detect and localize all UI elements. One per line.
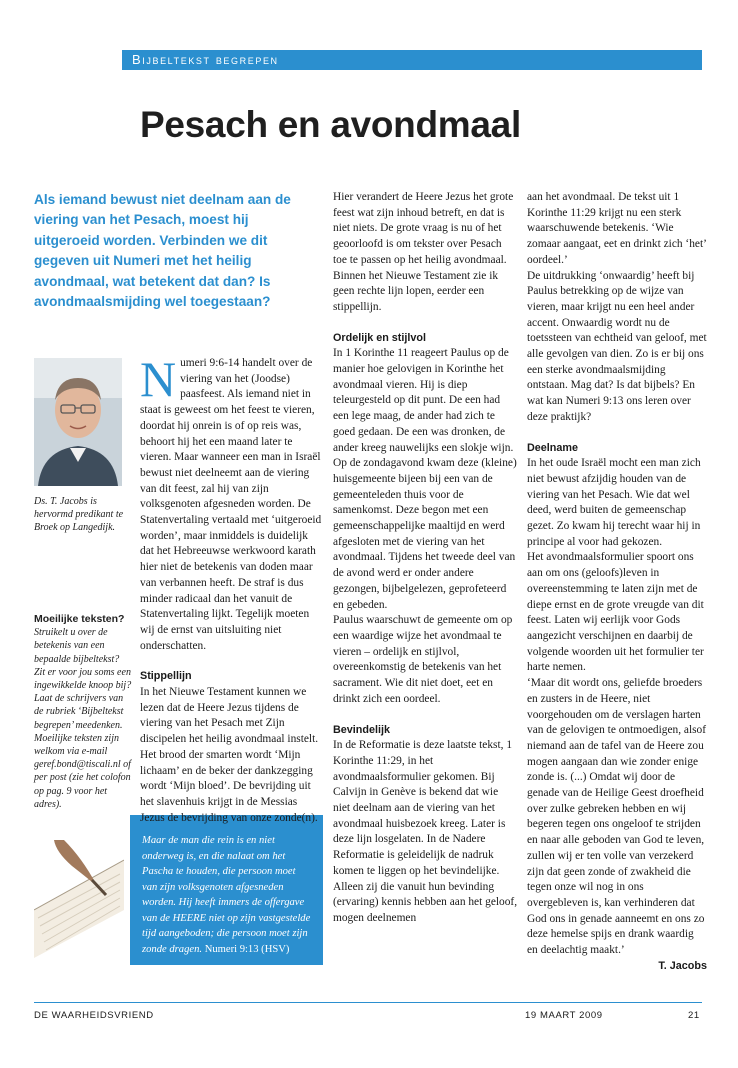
subheading-stippellijn: Stippellijn <box>140 670 192 683</box>
article-paragraph: In het Nieuwe Testament kunnen we lezen dat de Heere Jezus tijdens de viering van het Pesach met Zijn discipelen het heilig avondmaal instelt. Het brood der smarten wordt ‘Mijn lichaam’ en de beker der dankzegging wordt ‘Mijn bloed’. De bevrijding uit het slavenhuis krijgt in de Messias Jezus de bevrijding van onze zonde(n). <box>140 686 319 824</box>
article-paragraph: Hier verandert de Heere Jezus het grote feest wat zijn inhoud betreft, en dat is niet niets. De grote vraag is nu of het geoorloofd is om tekster over Pesach toe te passen op het heilig avondmaal. Binnen het Nieuwe Testament zie ik geen rechte lijn lopen, eerder een stippellijn. <box>333 191 514 313</box>
section-label-bar <box>122 50 702 70</box>
section-label: Bijbeltekst begrepen <box>132 52 279 67</box>
article-paragraph <box>140 351 323 654</box>
article-paragraph: In 1 Korinthe 11 reageert Paulus op de manier hoe gelovigen in Korinthe het avondmaal vieren. Hij is diep teleurgesteld op dit punt. De een had een lege maag, de ander had zich te goed gedaan. De een was dronken, de ander kreeg nauwelijks een slokje wijn. Op de zondagavond kwam deze (kleine) huisgemeente bijeen bij een van de gemeenteleden thuis voor de samenkomst. Deze begon met een gemeenschappelijke maaltijd en werd afgesloten met de viering van het avondmaal. Tijdens het tweede deel van de avond werd er onder andere gezongen, bijbelgelezen, geprofeteerd en gebeden. <box>333 347 517 611</box>
article-paragraph: Paulus waarschuwt de gemeente om op een waardige wijze het avondmaal te vieren – ordelijk en stijlvol, overeenkomstig de betekenis van het sacrament. Wie dit niet doet, eet en drinkt zich een oordeel. <box>333 614 513 705</box>
quote-box <box>130 815 323 965</box>
article-paragraph: In de Reformatie is deze laatste tekst, 1 Korinthe 11:29, in het avondmaalsformulier gekomen. Bij Calvijn in Genève is bekend dat wie niet deelnam aan de viering van het avondmaal huisbezoek kreeg. Later is deze lijn losgelaten. In de Nadere Reformatie is geleidelijk de nadruk komen te liggen op het bevindelijke. Alleen zij die vanuit hun bevinding (ervaring) kennis hebben aan het geloof, mogen deelnemen <box>333 739 518 924</box>
article-paragraph: In het oude Israël mocht een man zich niet bewust afzijdig houden van de viering van het Pesach. Wie dat wel deed, werd buiten de gemeenschap gezet. Zo kwam hij terecht waar hij in principe al voor had gekozen. <box>527 457 701 548</box>
subheading-deelname: Deelname <box>527 441 579 454</box>
open-book-image <box>34 840 124 958</box>
author-photo <box>34 358 122 486</box>
author-signature: T. Jacobs <box>658 959 707 972</box>
quote-block <box>142 833 313 957</box>
author-caption: Ds. T. Jacobs is hervormd predikant te Broek op Langedijk. <box>34 496 124 534</box>
article-paragraph: Het avondmaalsformulier spoort ons aan om ons (geloofs)leven in overeenstemming te laten zijn met de diepe ernst en de grote vreugde van dit feest. Laten wij eerlijk voor Gods aangezicht verschijnen en daarbij de volgende woorden uit het formulier ter harte nemen. <box>527 551 704 674</box>
article-paragraph: De uitdrukking ‘onwaardig’ heeft bij Paulus betrekking op de wijze van vieren, maar krijgt nu een heel ander accent. Onwaardig wordt nu de toetssteen van echtheid van geloof, met alle gevolgen van dien. Zo is er bij ons een sterke avondmaalsmijding ontstaan. Mag dat? Is dat bijbels? En wat kan Numeri 9:13 ons leren over deze praktijk? <box>527 269 707 423</box>
book-photo <box>34 840 124 958</box>
footer-page-number: 21 <box>688 1010 700 1021</box>
article-text: umeri 9:6-14 handelt over de viering van het (Joodse) paasfeest. Als iemand niet in staat is geweest om het feest te vieren, doordat hij onrein is of op reis was, behoort hij het een maand later te vieren. Maar wanneer een man in Israël bewust niet deelneemt aan de viering van dit feest, zal hij van zijn volksgenoten afgesneden worden. De Statenvertaling vertaald met ‘uitgeroeid worden’, maar inmiddels is duidelijk dat het Hebreeuwse werkwoord karath hier niet de betekenis van doden maar van verbannen heeft. De straf is dus minder radicaal dan het vanuit de Statenvertaling lijkt. Tegelijk moeten wij de ernst van uitsluiting niet onderschatten. <box>140 357 322 652</box>
footer-date: 19 MAART 2009 <box>525 1010 603 1021</box>
article-column-1 <box>140 351 323 826</box>
article-paragraph: aan het avondmaal. De tekst uit 1 Korinthe 11:29 krijgt nu een sterk waarschuwende betekenis. ‘Wie zomaar aangaat, eet en drinkt zich ‘het’ oordeel.’ <box>527 191 707 266</box>
subheading-ordelijk: Ordelijk en stijlvol <box>333 331 427 344</box>
sidebar-heading: Moeilijke teksten? <box>34 613 125 625</box>
quote-reference: Numeri 9:13 (HSV) <box>204 943 290 955</box>
page-title: Pesach en avondmaal <box>140 104 521 145</box>
footer-publication: DE WAARHEIDSVRIEND <box>34 1010 154 1021</box>
quote-text: Maar de man die rein is en niet onderweg is, en die nalaat om het Pascha te houden, die persoon moet van zijn volksgenoten afgesneden worden. Hij heeft immers de offergave van de HEERE niet op zijn vastgestelde tijd aangeboden; die persoon moet zijn zonde dragen. <box>142 835 311 955</box>
dropcap: N <box>140 351 177 407</box>
article-column-3 <box>527 190 707 974</box>
footer-divider <box>34 1002 702 1003</box>
subheading-bevindelijk: Bevindelijk <box>333 723 391 736</box>
article-paragraph: ‘Maar dit wordt ons, geliefde broeders en zusters in de Heere, niet voorgehouden om de verslagen harten van de gelovigen te ontmoedigen, alsof niemand aan de tafel van de Heere zou mogen aangaan dan wie zonder enige zonde is. (...) Omdat wij door de genade van de Heilige Geest droefheid over zulke gebreken hebben en wij begeren tegen ons ongeloof te strijden en naar alle geboden van God te leven, zullen wij er ten volle van verzekerd zijn dat geen zonde of zwakheid die tegen onze wil nog in ons overgebleven is, kan verhinderen dat God ons in genade aanneemt en ons zo deze hemelse spijs en drank waardig en deelachtig maakt.’ <box>527 677 707 957</box>
sidebar-moeilijke-teksten <box>34 613 132 811</box>
article-column-2 <box>333 190 518 927</box>
sidebar-text: Struikelt u over de betekenis van een bepaalde bijbeltekst? Zit er voor jou soms een ingewikkelde knoop bij? Laat de schrijvers van de rubriek ‘Bijbeltekst begrepen’ meedenken. Moeilijke teksten zijn welkom via e-mail geref.bond@tiscali.nl of per post (zie het colofon op pag. 9 voor het adres). <box>34 627 132 810</box>
intro-text: Als iemand bewust niet deelnam aan de viering van het Pesach, moest hij uitgeroeid worden. Verbinden we dit gegeven uit Numeri met het heilig avondmaal, wat betekent dat dan? Is avondmaalsmijding wel toegestaan? <box>34 192 291 310</box>
author-portrait-image <box>34 358 122 486</box>
intro-lead <box>34 190 304 312</box>
